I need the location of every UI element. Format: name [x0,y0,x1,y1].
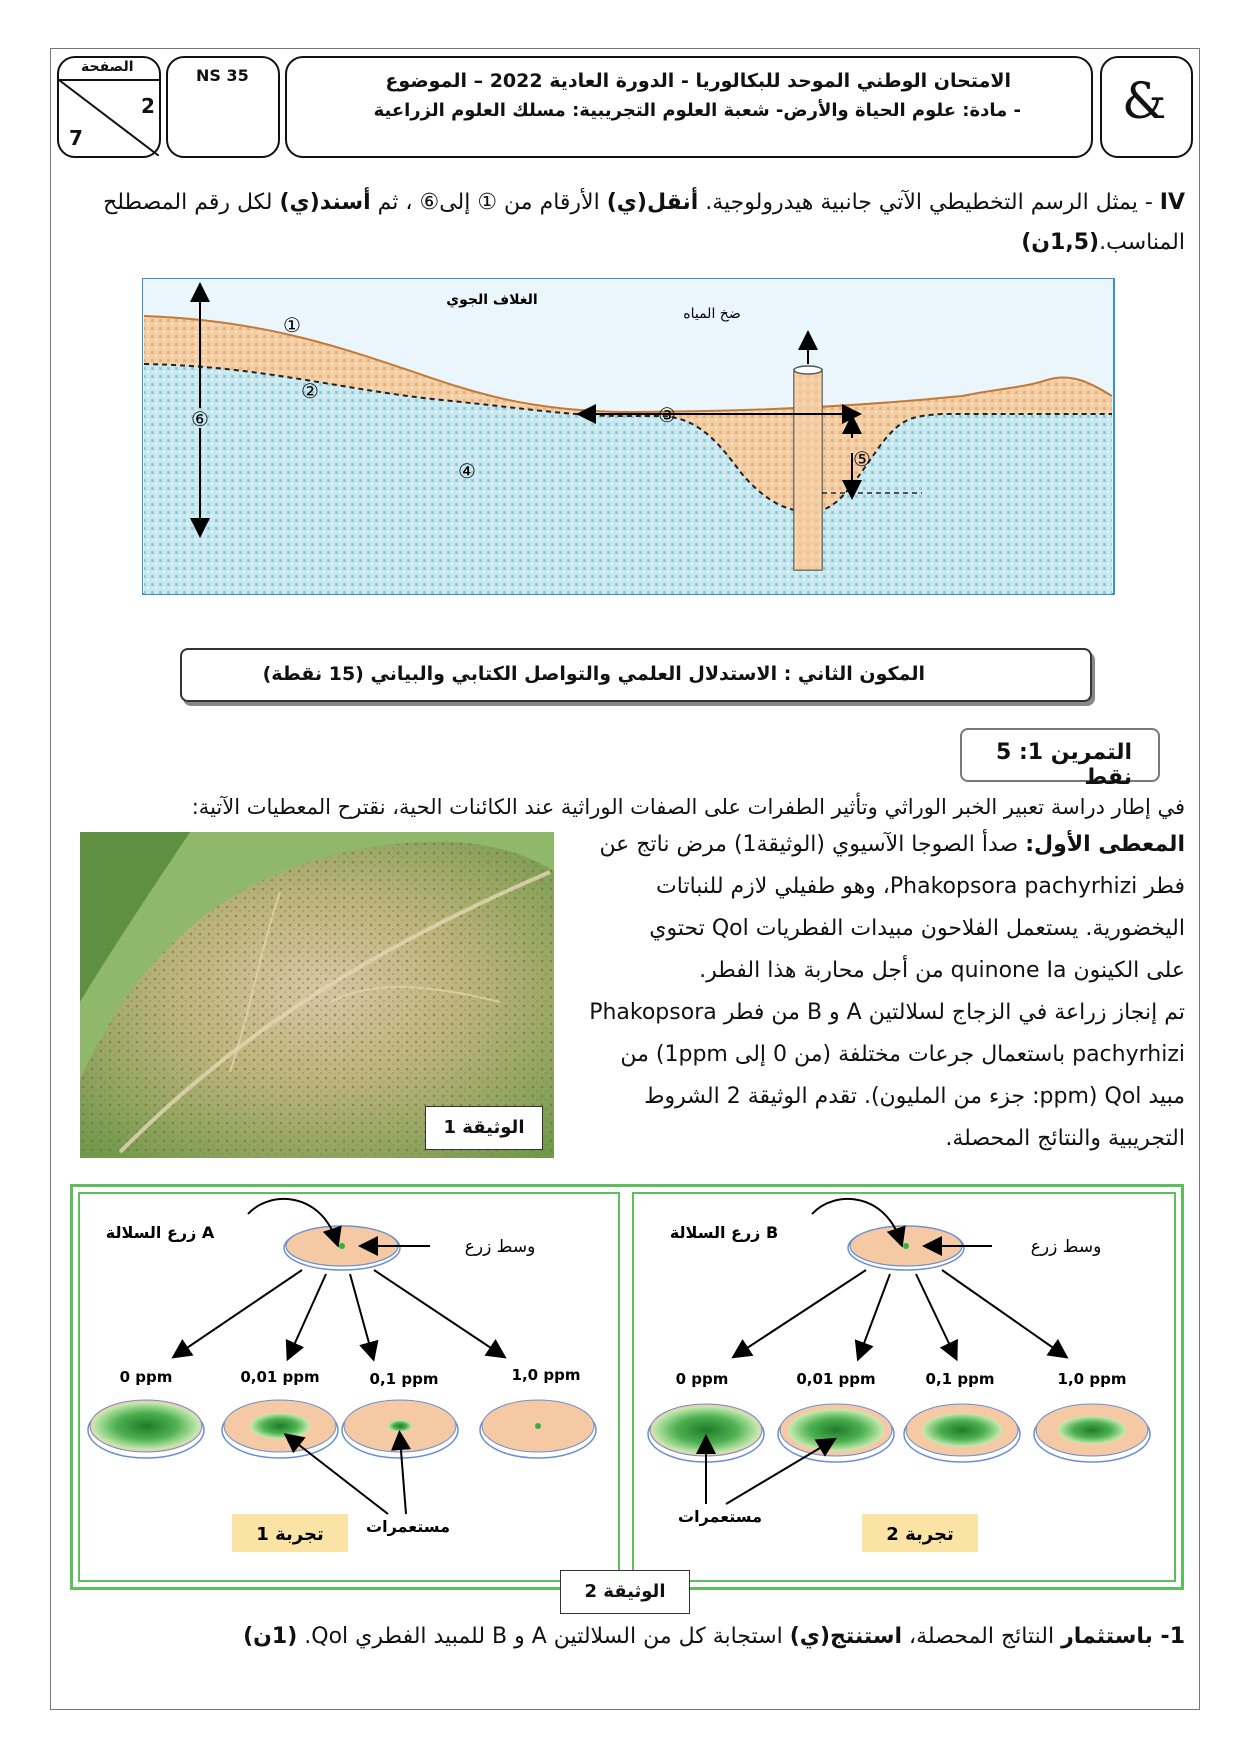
question-4-verb2: أسند(ي) [279,190,371,215]
question-1-verb2: استنتج(ي) [789,1624,902,1649]
data-one-line-2: اليخضورية. يستعمل الفلاحون مبيدات الفطريات Qol تحتوي [649,916,1185,941]
label-4: ④ [458,459,476,483]
exp1-strain-label: زرع السلالة A [105,1223,215,1242]
exp1-dose-3: 1,0 ppm [511,1366,581,1384]
document-2-diagram [70,1184,1184,1590]
question-1-text-b: استجابة كل من السلالتين A و B للمبيد الفطري Qol. [297,1624,790,1649]
label-6: ⑥ [191,407,209,431]
exp2-colonies-label: مستعمرات [678,1507,762,1526]
document-1-label: الوثيقة 1 [425,1106,543,1150]
data-one-line-6: مبيد Qol (ppm: جزء من المليون). تقدم الوثيقة 2 الشروط [644,1084,1185,1109]
document-2-label: الوثيقة 2 [560,1570,690,1614]
question-4-text-d: المناسب. [1099,230,1185,255]
exp2-dose-2: 0,1 ppm [925,1370,995,1388]
logo-box [1100,56,1193,158]
page-label: الصفحة [81,59,134,75]
question-4-line1 [85,182,1185,224]
question-1 [65,1616,1185,1658]
soybean-rust-leaf-photo [80,832,554,1158]
exp1-colony-0ppm [92,1402,200,1450]
page-number-box [57,56,161,158]
exp1-inoculum [339,1243,345,1249]
exp1-dose-1: 0,01 ppm [240,1368,320,1386]
question-4-points: (1,5ن) [1021,230,1100,255]
question-4-text-a: - يمثل الرسم التخطيطي الآتي جانبية هيدرولوجية. [698,190,1160,215]
exp1-colonies-label: مستعمرات [366,1517,450,1536]
question-4-text-b: الأرقام من ① إلى⑥ ، ثم [370,190,607,215]
exam-title: الامتحان الوطني الموحد للبكالوريا - الدورة العادية 2022 – الموضوع [385,70,1011,92]
atmosphere-label: الغلاف الجوي [446,292,538,308]
exp1-dose-2: 0,1 ppm [369,1370,439,1388]
hydrological-profile-diagram [142,278,1116,596]
question-1-verb1: باستثمار [1061,1624,1153,1649]
question-4-verb1: أنقل(ي) [606,190,699,215]
component-two-title: المكون الثاني : الاستدلال العلمي والتواصل الكتابي والبياني (15 نقطة) [262,663,925,685]
exam-code: NS 35 [196,66,249,85]
question-1-number: 1- [1152,1624,1185,1649]
question-1-text-a: النتائج المحصلة، [902,1624,1062,1649]
exp2-dose-0: 0 ppm [675,1370,729,1388]
data-one-line-5: pachyrhizi باستعمال جرعات مختلفة (من 0 إلى 1ppm) من [620,1042,1185,1067]
exam-title-box [285,56,1093,158]
exp2-colony-001ppm [788,1409,884,1451]
exp1-title: تجربة 1 [256,1524,324,1545]
label-1: ① [283,313,301,337]
exp1-medium-label: وسط زرع [464,1237,536,1257]
component-two-box [180,648,1092,702]
exercise-one-title: التمرين 1: 5 نقط [995,740,1132,790]
data-one-line-0 [565,824,1185,866]
exam-logo: & [1122,72,1167,130]
data-one-paragraph [565,824,1185,1160]
exp2-dose-3: 1,0 ppm [1057,1370,1127,1388]
exp1-colony-001ppm [250,1413,310,1439]
pumping-label: ضخ المياه [683,306,741,322]
exercise-one-box [960,728,1160,790]
data-one-line-1: فطر Phakopsora pachyrhizi، وهو طفيلي لازم للنباتات [656,874,1185,899]
data-one-line-7: التجريبية والنتائج المحصلة. [945,1126,1185,1151]
data-one-line-4: تم إنجاز زراعة في الزجاج لسلالتين A و B من فطر Phakopsora [589,1000,1185,1025]
exp1-colony-01ppm [388,1420,412,1432]
label-3: ③ [658,403,676,427]
data-one-label: المعطى الأول: [1025,832,1185,857]
question-4-number: IV [1159,190,1185,215]
page-total: 7 [69,126,83,150]
exp2-medium-label: وسط زرع [1030,1237,1102,1257]
data-one-text-0: صدأ الصوجا الآسيوي (الوثيقة1) مرض ناتج عن [599,832,1026,857]
exp2-dose-1: 0,01 ppm [796,1370,876,1388]
exam-code-box [166,56,280,158]
exam-subject: - مادة: علوم الحياة والأرض- شعبة العلوم التجريبية: مسلك العلوم الزراعية [373,100,1021,121]
well-top [794,366,822,374]
exp2-title: تجربة 2 [886,1524,954,1545]
exp2-strain-label: زرع السلالة B [669,1223,779,1242]
label-2: ② [301,379,319,403]
intro-text: في إطار دراسة تعبير الخبر الوراثي وتأثير الطفرات على الصفات الوراثية عند الكائنات الحية، نقترح المعطيات الآتية: [191,795,1185,819]
question-4-line2 [85,222,1185,264]
exp1-colony-1ppm [535,1423,541,1429]
page-number: 2 [141,94,155,118]
question-1-points: (1ن) [243,1624,298,1649]
data-one-line-3: على الكينون quinone Ia من أجل محاربة هذا الفطر. [699,958,1185,983]
exp2-colony-1ppm [1058,1416,1126,1444]
label-5: ⑤ [853,447,871,471]
experiment-1-group [88,1199,596,1552]
exp1-dose-0: 0 ppm [119,1368,173,1386]
experiment-2-group [648,1199,1150,1552]
exp2-inoculum [903,1243,909,1249]
exp2-colony-01ppm [922,1413,1002,1447]
well-pipe-fill [794,370,822,570]
question-4-text-c: لكل رقم المصطلح [103,190,280,215]
